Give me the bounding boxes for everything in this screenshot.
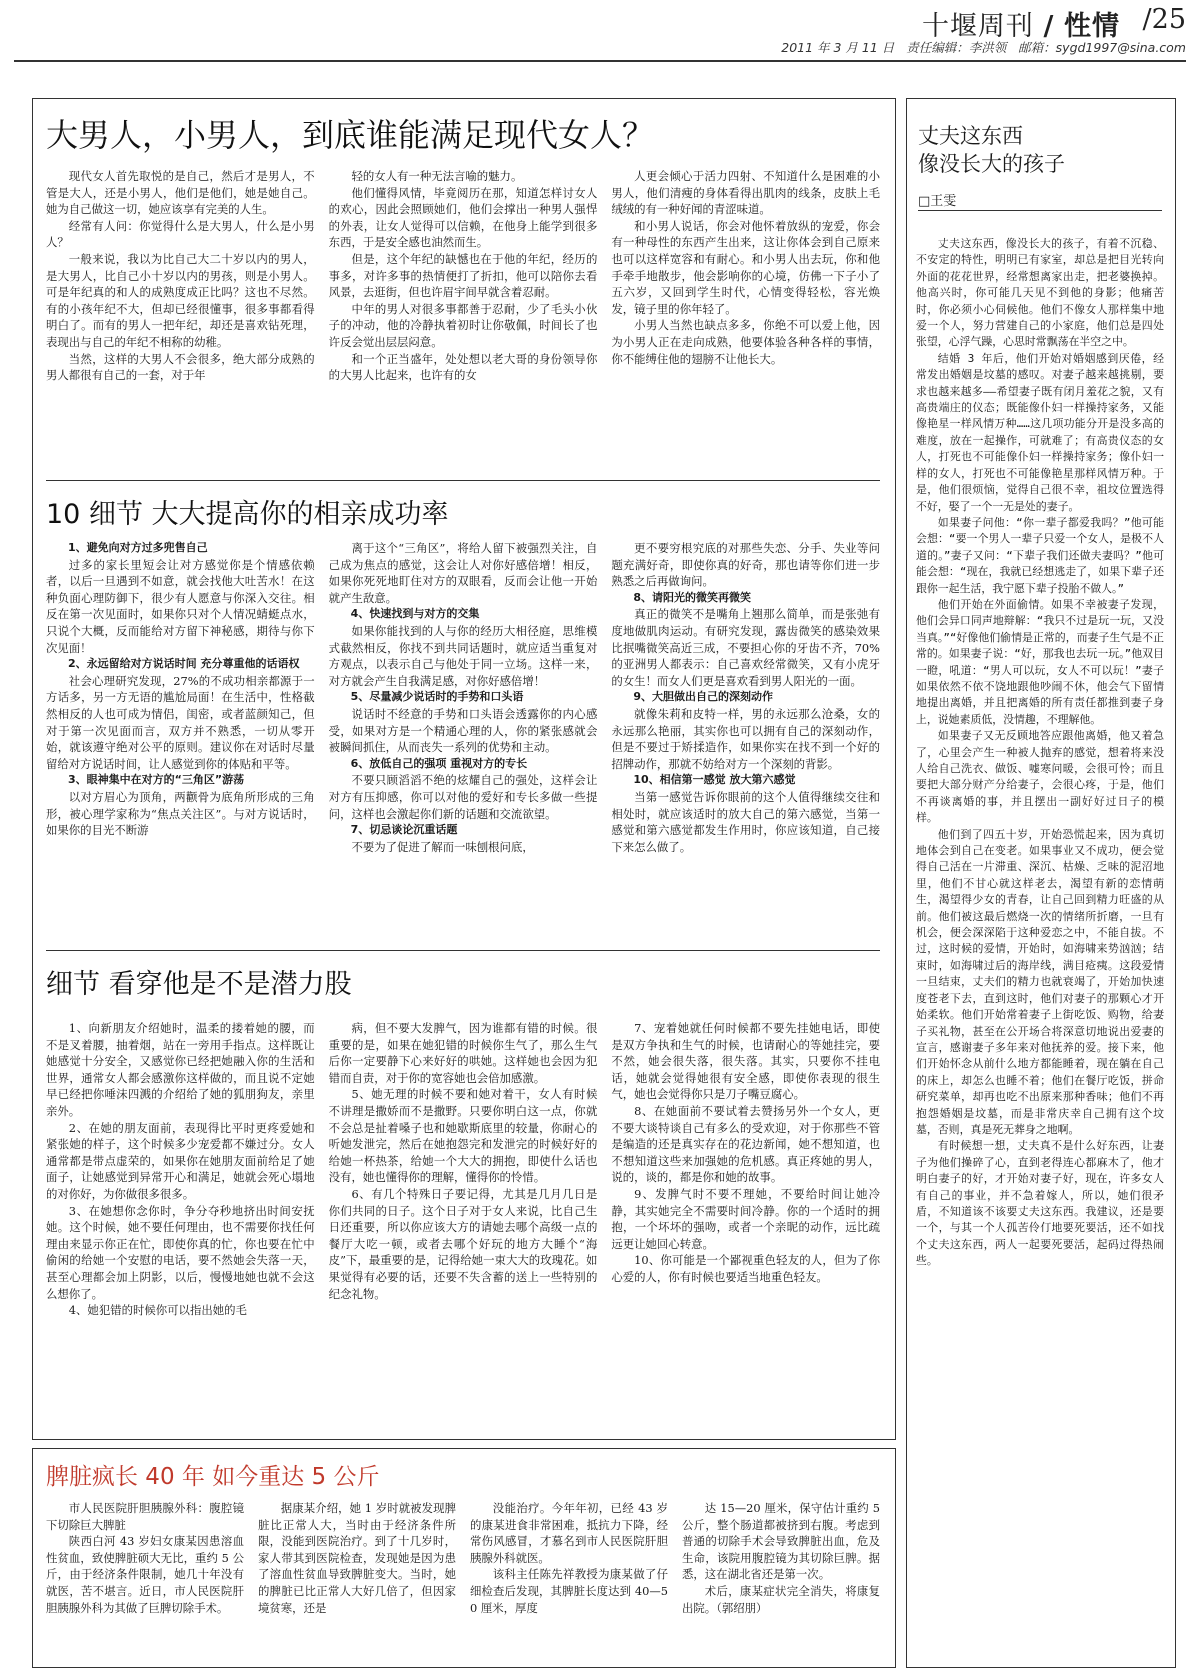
article1-col1 bbox=[46, 168, 315, 476]
divider bbox=[46, 950, 880, 951]
paragraph: 7、宠着她就任何时候都不要先挂她电话，即使是双方争执和生气的时候，也请耐心的等她挂完，要不然，她会很失落，很失落。其实，只要你不挂电话，她就会觉得她很有安全感，即使你表现的很生气，她也会觉得你只是刀子嘴豆腐心。 bbox=[611, 1021, 881, 1102]
article4-col4 bbox=[682, 1500, 880, 1660]
paragraph: 小男人当然也缺点多多，你绝不可以爱上他，因为小男人正在走向成熟，他要体验各种各样的事情，你不能缚住他的翅膀不让他长大。 bbox=[611, 318, 881, 366]
paragraph: 该科主任陈先祥教授为康某做了仔细检查后发现，其脾脏长度达到 40—50 厘米，厚度 bbox=[470, 1567, 668, 1615]
article2-title: 10 细节 大大提高你的相亲成功率 bbox=[46, 499, 449, 530]
paragraph: 1、向新朋友介绍她时，温柔的搂着她的腰，而不是叉着腰，抽着烟，站在一旁用手指点。这样既让她感觉十分安全，又感觉你已经把她融入你的生活和世界，通常女人都会感激你这样做的，而且说不定她早已经把你唾沫四溅的介绍给了她的狐朋狗友，亲里亲外。 bbox=[46, 1021, 315, 1118]
paragraph: 5、她无理的时候不要和她对着干，女人有时候不讲理是撒娇而不是撒野。只要你明白这一点，你就不会总是扯着嗓子也和她歇斯底里的较量，你耐心的听她发泄完，然后在她抱怨完和发泄完的时候好好的给她一杯热茶，给她一个大大的拥抱，即使什么话也没有，她也懂得你的理解，懂得你的怜惜。 bbox=[328, 1087, 598, 1185]
subheading: 5、尽量减少说话时的手势和口头语 bbox=[350, 690, 524, 704]
editor-email: 邮箱：sygd1997@sina.com bbox=[1018, 40, 1186, 55]
paragraph: 没能治疗。今年年初，已经 43 岁的康某进食非常困难，抵抗力下降，经常伤风感冒，才慕名到市人民医院肝胆胰腺外科就医。 bbox=[470, 1501, 668, 1565]
paragraph: 社会心理研究发现，27%的不成功相亲都源于一方话多，另一方无语的尴尬局面！在生活中，性格截然相反的人也可成为情侣，闺密，或者蓝颜知己，但对于第一次见面而言，双方并不熟悉，一切从零开始，就该遵守绝对公平的原则。建议你在对话时尽量留给对方说话时间，让人感觉到你的体贴和平等。 bbox=[46, 673, 315, 771]
paragraph: 真正的微笑不是嘴角上翘那么简单，而是张弛有度地做肌肉运动。有研究发现，露齿微笑的感染效果比抿嘴微笑高近三成，不要担心你的牙齿不齐，70%的亚洲男人都表示：自己喜欢经常微笑，又有小虎牙的女生！而女人们更是喜欢看到男人阳光的一面。 bbox=[611, 607, 881, 688]
article2-col1 bbox=[46, 540, 315, 930]
paragraph: 就像朱莉和皮特一样，男的永远那么沧桑，女的永远那么艳丽，其实你也可以拥有自己的深刻动作，但是不要过于矫揉造作，如果你实在找不到一个好的招牌动作，那就不妨给对方一个深刻的背影。 bbox=[611, 706, 881, 771]
paragraph: 10、你可能是一个鄙视重色轻友的人，但为了你心爱的人，你有时候也要适当地重色轻友。 bbox=[611, 1253, 881, 1284]
sidebar-byline: □王雯 bbox=[918, 194, 957, 209]
article2-col3 bbox=[611, 540, 880, 930]
paragraph: 以对方眉心为顶角，两颧骨为底角所形成的三角形，被心理学家称为“焦点关注区”。与对方说话时，如果你的目光不断游 bbox=[46, 789, 315, 838]
page-number: /25 bbox=[1142, 4, 1186, 35]
paragraph: 8、在她面前不要试着去赞扬另外一个女人，更不要大谈特谈自己有多么的受欢迎，对于你那些不管是编造的还是真实存在的花边新闻，她不想知道，也不想知道这些来加强她的危机感。真正疼她的男人，说的，谈的，都是你和她的故事。 bbox=[611, 1103, 881, 1185]
subheading: 7、切忌谈论沉重话题 bbox=[350, 823, 458, 837]
paragraph: 据康某介绍，她 1 岁时就被发现脾脏比正常人大，当时由于经济条件所限，没能到医院治疗。到了十几岁时，家人带其到医院检查，发现她是因为患了溶血性贫血导致脾脏变大。当时，她的脾脏已比正常人大好几倍了，但因家境贫寒，还是 bbox=[258, 1501, 456, 1615]
masthead-rule bbox=[14, 60, 1186, 62]
article4-body bbox=[46, 1500, 880, 1660]
article4-title: 脾脏疯长 40 年 如今重达 5 公斤 bbox=[46, 1464, 380, 1490]
sidebar-rule bbox=[918, 210, 1162, 211]
paragraph: 离于这个“三角区”，将给人留下被强烈关注，自己成为焦点的感觉，这会让人对你好感倍增！相反，如果你死死地盯住对方的双眼看，反而会让他一开始就产生敌意。 bbox=[328, 541, 598, 605]
paragraph: 6、有几个特殊日子要记得，尤其是几月几日是你们共同的日子。这个日子对于女人来说，比自己生日还重要，所以你应该大方的请她去哪个高级一点的餐厅大吃一顿，或者去哪个好玩的地方大睡个“海皮”下，最重要的是，记得给她一束大大的玫瑰花。如果觉得有必要的话，还要不失含蓄的送上一些特别的纪念礼物。 bbox=[328, 1186, 598, 1301]
subheading: 1、避免向对方过多兜售自己 bbox=[68, 541, 208, 554]
separator: / bbox=[1043, 11, 1055, 42]
divider bbox=[46, 480, 880, 481]
paragraph: 他们到了四五十岁，开始恐慌起来，因为真切地体会到自己在变老。如果事业又不成功，便会觉得自己活在一片滞重、深沉、枯燥、乏味的泥沼地里，他们不甘心就这样老去，渴望有新的恋情萌生，渴望得少女的青春，让自己回到精力旺盛的从前。他们被这最后燃烧一次的情绪所折磨，一旦有机会，便会深深陷于这种爱恋之中，不能自拔。不过，这时候的爱情，开始时，如海啸来势汹汹；结束时，如海啸过后的海岸线，满目疮痍。这段爱情一旦结束，丈夫们的精力也就衰竭了，开始加快速度苍老下去，直到这时，他们对妻子的那颗心才开始柔软。他们开始常着妻子上街吃饭、购物，给妻子买礼物，甚至在公开场合将深意切地说出爱妻的宣言，感谢妻子多年来对他抚养的爱。接下来，他们开始怀念从前什么地方都能睡着，现在躺在自己的床上，却怎么也睡不着；他们在餐厅吃饭，拼命研究菜单，却再也吃不出原来那种香味；他们不再抱怨婚姻是坟墓，而是非常庆幸自己拥有这个坟墓，否则，真是死无葬身之地啊。 bbox=[916, 827, 1164, 1136]
paragraph: 如果妻子问他：“你一辈子都爱我吗？”他可能会想：“要一个男人一辈子只爱一个女人，是极不人道的。”妻子又问：“下辈子我们还做夫妻吗？”他可能会想：“现在，我就已经想逃走了，如果下辈子还跟你一起生活，我宁愿下辈子投胎不做人。” bbox=[916, 515, 1164, 595]
paragraph: 不要为了促进了解而一味刨根问底， bbox=[351, 839, 534, 854]
paragraph: 达 15—20 厘米，保守估计重约 5 公斤，整个肠道都被挤到右腹。考虑到普通的切除手术会导致脾脏出血，危及生命，该院用腹腔镜为其切除巨脾。据悉，这在湖北省还是第一次。 bbox=[682, 1501, 880, 1582]
paragraph: 更不要穷根究底的对那些失恋、分手、失业等问题充满好奇，即使你真的好奇，那也请等你们进一步熟悉之后再做询问。 bbox=[611, 541, 881, 589]
article3-body bbox=[46, 1020, 880, 1430]
masthead-meta bbox=[781, 38, 1186, 56]
paragraph: 他们懂得风情，毕竟阅历在那，知道怎样讨女人的欢心，因此会照顾她们，他们会撑出一种男人强悍的外表，让女人觉得可以信赖，在他身上能学到很多东西，于是安全感也油然而生。 bbox=[328, 185, 598, 250]
paragraph: 结婚 3 年后，他们开始对婚姻感到厌倦，经常发出婚姻是坟墓的感叹。对妻子越来越挑剔，要求也越来越多——希望妻子既有闭月羞花之貌，又有高贵端庄的仪态；既能像仆妇一样操持家务，又能像艳星一样风情万种……这几项功能分开是没多高的难度，放在一起操作，可就难了；有高贵仪态的女人，打死也不可能像仆妇一样操持家务；像仆妇一样的女人，打死也不可能像艳星那样风情万种。于是，他们很烦恼，觉得自己很不幸，祖坟位置选得不好，娶了一个一无是处的妻子。 bbox=[916, 351, 1164, 513]
paragraph: 有时候想一想，丈夫真不是什么好东西，让妻子为他们操碎了心，直到老得连心都麻木了，他才明白妻子的好，才开始对妻子好，现在，许多女人有自己的事业，并不急着嫁人，所以，她们很矛盾，不知道该不该要丈夫这东西。我建议，还是要一个，与其一个人孤苦伶仃地要死要活，还不如找个丈夫这东西，两人一起要死要活，起码过得热闹些。 bbox=[916, 1139, 1164, 1268]
paragraph: 2、在她的朋友面前，表现得比平时更疼爱她和紧张她的样子，这个时候多少宠爱都不嫌过分。女人通常都是带点虚荣的，如果你在她朋友面前给足了她面子，让她感觉到异常开心和满足，她就会死心塌地的对你好，为你做很多很多。 bbox=[46, 1120, 315, 1201]
article3-col2 bbox=[329, 1020, 598, 1430]
paragraph: 如果妻子又无反顾地答应跟他离婚，他又着急了，心里会产生一种被人抛弃的感觉，想着将来没人给自己洗衣、做饭、嘘寒问暖，会很可怜；而且要把大部分财产分给妻子，会很心疼，于是，他们不再谈离婚的事，并且摆出一副好好过日子的模样。 bbox=[916, 729, 1164, 825]
issue-date: 2011 年 3 月 11 日 bbox=[781, 40, 895, 55]
article2-col2 bbox=[329, 540, 598, 930]
sidebar-title-line2: 像没长大的孩子 bbox=[918, 152, 1065, 176]
subheading: 10、相信第一感觉 放大第六感觉 bbox=[633, 773, 796, 787]
sidebar-title-line1: 丈夫这东西 bbox=[918, 124, 1023, 148]
subheading: 2、永远留给对方说话时间 充分尊重他的话语权 bbox=[68, 657, 300, 671]
paragraph: 3、在她想你念你时，争分夺秒地挤出时间安抚她。这个时候，她不要任何理由，也不需要你找任何理由来显示你正在忙，即使你真的忙，你也要在忙中偷闲的给她一个安慰的电话，要不然她会失落一天，甚至心理都会加上阴影，以后，慢慢地她也就不会这么想你了。 bbox=[46, 1203, 315, 1301]
subheading: 9、大胆做出自己的深刻动作 bbox=[633, 690, 773, 704]
section-name: 性情 bbox=[1064, 11, 1120, 42]
paragraph: 丈夫这东西，像没长大的孩子，有着不沉稳、不安定的特性，明明已有家室，却总是把目光转向外面的花花世界，经常想离家出走，把老婆换掉。他高兴时，你可能几天见不到他的身影；他痛苦时，你必须小心伺候他。他们不像女人那样集中地爱一个人，努力营建自己的小家庭，他们总是四处张望，心浮气躁，心思时常飘荡在半空之中。 bbox=[916, 237, 1164, 349]
article3-col1 bbox=[46, 1020, 315, 1430]
article3-title: 细节 看穿他是不是潜力股 bbox=[46, 969, 352, 1000]
article4-col3 bbox=[470, 1500, 668, 1660]
subheading: 8、请阳光的微笑再微笑 bbox=[633, 590, 751, 604]
paragraph: 病，但不要大发脾气，因为谁都有错的时候。很重要的是，如果在她犯错的时候你生气了，那么生气后你一定要静下心来好好的哄她。这样她也会因为犯错而自责，对于你的宽容她也会倍加感激。 bbox=[328, 1021, 598, 1085]
paragraph: 和小男人说话，你会对他怀着放纵的宠爱，你会有一种母性的东西产生出来，这让你体会到自己原来也可以这样宽容和有耐心。和小男人出去玩，你和他手牵手地散步，他会影响你的心境，仿佛一下子小了五六岁，又回到学生时代，心情变得轻松，容光焕发，镜子里的你年轻了。 bbox=[611, 218, 881, 316]
paragraph: 现代女人首先取悦的是自己，然后才是男人，不管是大人，还是小男人，他们是他们，她是她自己。她为自己做这一切，她应该享有完美的人生。 bbox=[46, 169, 315, 217]
paragraph: 陕西白河 43 岁妇女康某因患溶血性贫血，致使脾脏硕大无比，重约 5 公斤，由于经济条件限制，她几十年没有就医，苦不堪言。近日，市人民医院肝胆胰腺外科为其做了巨脾切除手术。 bbox=[46, 1534, 244, 1615]
editor-credit: 责任编辑：李洪领 bbox=[906, 40, 1007, 55]
paragraph: 和一个正当盛年，处处想以老大哥的身份领导你的大男人比起来，也许有的女 bbox=[328, 351, 598, 383]
paragraph: 当第一感觉告诉你眼前的这个人值得继续交往和相处时，就应该适时的放大自己的第六感觉，当第一感觉和第六感觉都发生作用时，你应该知道，自己接下来怎么做了。 bbox=[611, 789, 881, 854]
paragraph: 9、发脾气时不要不理她，不要给时间让她冷静，其实她完全不需要时间冷静。你的一个适时的拥抱，一个坏坏的强吻，或者一个亲昵的动作，远比疏远更让她回心转意。 bbox=[611, 1186, 881, 1251]
subheading: 3、眼神集中在对方的“三角区”游荡 bbox=[68, 773, 245, 787]
subheading: 4、快速找到与对方的交集 bbox=[350, 607, 480, 621]
paper-name: 十堰周刊 bbox=[921, 11, 1034, 42]
sidebar-body bbox=[916, 236, 1164, 1660]
paragraph: 中年的男人对很多事都善于忍耐，少了毛头小伙子的冲动，他的冷静执着初时让你敬佩，时间长了也许反会觉出层层闷意。 bbox=[328, 301, 598, 349]
paragraph: 当然，这样的大男人不会很多，绝大部分成熟的男人都很有自己的一套，对于年 bbox=[46, 351, 315, 383]
article4-col2 bbox=[258, 1500, 456, 1660]
article3-col3 bbox=[611, 1020, 880, 1430]
paragraph: 如果你能找到的人与你的经历大相径庭，思维模式截然相反，你找不到共同话题时，就应适当重复对方观点，以表示自己与他处于同一立场。这样一来，对方就会产生自我满足感，对你好感倍增！ bbox=[328, 623, 598, 688]
paragraph: 但是，这个年纪的缺憾也在于他的年纪，经历的事多，对许多事的热情便打了折扣，他可以陪你去看风景，去逛街，但也许眉宇间早就含着忍耐。 bbox=[328, 251, 598, 300]
paragraph: 一般来说，我以为比自己大二十岁以内的男人，是大男人，比自己小十岁以内的男孩，则是小男人。可是年纪真的和人的成熟度成正比吗？这也不尽然。有的小孩年纪不大，但却已经很懂事，很多事都看得明白了。而有的男人一把年纪，却还是喜欢钻死理，表现出与自己的年纪不相称的幼稚。 bbox=[46, 251, 315, 349]
paragraph: 过多的家长里短会让对方感觉你是个情感依赖者，以后一旦遇到不如意，就会找他大吐苦水！在这种负面心理防御下，很少有人愿意与你深入交往。相反在第一次见面时，如果你只对个人情况蜻蜓点水，只说个大概，反而能给对方留下神秘感，期待与你下次见面！ bbox=[46, 557, 315, 655]
paragraph: 轻的女人有一种无法言喻的魅力。 bbox=[351, 169, 523, 183]
article1-col3 bbox=[611, 168, 880, 476]
subheading: 6、放低自己的强项 重视对方的专长 bbox=[350, 756, 528, 770]
paragraph: 市人民医院肝胆胰腺外科：腹腔镜下切除巨大脾脏 bbox=[46, 1501, 244, 1532]
paragraph: 4、她犯错的时候你可以指出她的毛 bbox=[68, 1303, 247, 1318]
article4-col1 bbox=[46, 1500, 244, 1660]
paragraph: 说话时不经意的手势和口头语会透露你的内心感受，如果对方是一个精通心理的人，你的紧张感就会被瞬间抓住，从而丧失一系列的优势和主动。 bbox=[328, 706, 598, 755]
article1-body bbox=[46, 168, 880, 476]
paragraph: 术后，康某症状完全消失，将康复出院。（郭绍朋） bbox=[682, 1583, 880, 1615]
paragraph: 经常有人问：你觉得什么是大男人，什么是小男人？ bbox=[46, 218, 315, 250]
sidebar-title bbox=[918, 122, 1065, 178]
article1-title: 大男人，小男人，到底谁能满足现代女人？ bbox=[46, 116, 655, 154]
article1-col2 bbox=[329, 168, 598, 476]
paragraph: 人更会倾心于活力四射、不知道什么是困难的小男人，他们清瘦的身体看得出肌肉的线条，皮肤上毛绒绒的有一种好闻的青涩味道。 bbox=[611, 169, 881, 217]
article2-body bbox=[46, 540, 880, 930]
paragraph: 不要只顾滔滔不绝的炫耀自己的强处，这样会让对方有压抑感，你可以对他的爱好和专长多做一些提问，这样也会激起你们新的话题和交流欲望。 bbox=[328, 773, 598, 821]
paragraph: 他们开始在外面偷情。如果不幸被妻子发现，他们会异口同声地辩解：“我只不过是玩一玩，又没当真。”“好像他们偷情是正常的，而妻子生气是不正常的。如果妻子说：“好，那我也去玩一玩。”他双目一瞪，吼道：“男人可以玩，女人不可以玩！”妻子如果依然不依不饶地跟他吵闹不休，他会气下留情地提出离婚，并且把离婚的所有责任都推到妻子身上，说她素质低，没情趣，不理解他。 bbox=[916, 597, 1164, 726]
